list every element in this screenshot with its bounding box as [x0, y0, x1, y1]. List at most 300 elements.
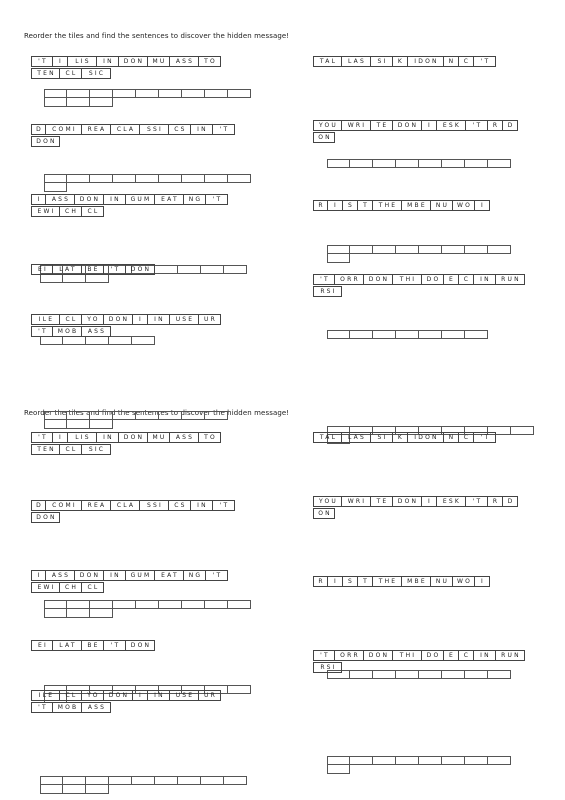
answer-cell[interactable] [113, 600, 136, 609]
letter-tile[interactable]: SIC [82, 68, 111, 79]
letter-tile[interactable]: NU [431, 576, 453, 587]
letter-tile[interactable]: TEN [31, 444, 60, 455]
letter-tile[interactable]: SI [371, 56, 393, 67]
tile-row [31, 702, 221, 713]
letter-tile[interactable]: R [313, 576, 328, 587]
word-puzzle [31, 124, 235, 148]
letter-tile[interactable]: YO [82, 314, 104, 325]
answer-cell[interactable] [67, 89, 90, 98]
answer-grid-row [327, 245, 565, 254]
answer-cell[interactable] [201, 776, 224, 785]
letter-tile[interactable]: I [31, 194, 46, 205]
letter-tile[interactable]: D [503, 496, 518, 507]
letter-tile[interactable]: TO [199, 56, 221, 67]
answer-grid-row [44, 98, 565, 107]
answer-cell[interactable] [44, 411, 67, 420]
letter-tile[interactable]: REA [82, 124, 111, 135]
letter-tile[interactable]: COMI [46, 500, 82, 511]
answer-cell[interactable] [182, 600, 205, 609]
letter-tile[interactable]: RUN [496, 650, 525, 661]
letter-tile[interactable]: MOB [53, 702, 82, 713]
letter-tile[interactable]: YOU [313, 120, 342, 131]
letter-tile[interactable]: TE [371, 120, 393, 131]
answer-cell[interactable] [465, 756, 488, 765]
answer-cell[interactable] [327, 330, 350, 339]
letter-tile[interactable]: CL [82, 582, 104, 593]
letter-tile[interactable]: R [488, 496, 503, 507]
answer-cell[interactable] [40, 776, 63, 785]
answer-cell[interactable] [159, 89, 182, 98]
answer-cell[interactable] [90, 174, 113, 183]
letter-tile[interactable]: CH [60, 582, 82, 593]
letter-tile[interactable]: IN [474, 650, 496, 661]
letter-tile[interactable]: 'T [104, 640, 126, 651]
letter-tile[interactable]: I [328, 576, 343, 587]
word-puzzle [313, 56, 496, 68]
letter-tile[interactable]: 'T [466, 496, 488, 507]
letter-tile[interactable]: EAT [155, 570, 184, 581]
letter-tile[interactable]: TE [371, 496, 393, 507]
letter-tile[interactable]: D [503, 120, 518, 131]
tile-row [31, 68, 221, 79]
answer-cell[interactable] [465, 159, 488, 168]
answer-cell[interactable] [373, 245, 396, 254]
answer-cell[interactable] [327, 756, 350, 765]
answer-cell[interactable] [67, 420, 90, 429]
letter-tile[interactable]: THE [373, 576, 402, 587]
letter-tile[interactable]: 'T [206, 194, 228, 205]
answer-grid-row [44, 600, 565, 609]
letter-tile[interactable]: MBE [402, 200, 431, 211]
answer-cell[interactable] [44, 600, 67, 609]
letter-tile[interactable]: E [444, 274, 459, 285]
answer-cell[interactable] [419, 330, 442, 339]
tile-row [313, 650, 525, 661]
answer-cell[interactable] [155, 776, 178, 785]
letter-tile[interactable]: 'T [206, 570, 228, 581]
letter-tile[interactable]: GUM [126, 194, 155, 205]
tile-row [31, 444, 221, 455]
letter-tile[interactable]: EI [31, 264, 53, 275]
tile-row [31, 124, 235, 135]
instruction-text: Reorder the tiles and find the sentences to discover the hidden message! [24, 409, 290, 417]
word-puzzle [31, 194, 228, 218]
letter-tile[interactable]: ON [313, 508, 335, 519]
answer-cell[interactable] [205, 174, 228, 183]
answer-cell[interactable] [205, 89, 228, 98]
letter-tile[interactable]: CL [60, 444, 82, 455]
answer-grid-row [40, 785, 565, 794]
answer-cell[interactable] [373, 330, 396, 339]
answer-cell[interactable] [350, 159, 373, 168]
letter-tile[interactable]: DON [75, 570, 104, 581]
tile-row [31, 206, 228, 217]
answer-cell[interactable] [419, 159, 442, 168]
letter-tile[interactable]: SSI [140, 500, 169, 511]
letter-tile[interactable]: UR [199, 314, 221, 325]
answer-cell[interactable] [155, 265, 178, 274]
letter-tile[interactable]: ASS [170, 56, 199, 67]
letter-tile[interactable]: C [459, 432, 474, 443]
answer-cell[interactable] [44, 183, 67, 192]
answer-cell[interactable] [113, 89, 136, 98]
answer-cell[interactable] [63, 776, 86, 785]
letter-tile[interactable]: RSI [313, 662, 342, 673]
letter-tile[interactable]: TO [199, 432, 221, 443]
letter-tile[interactable]: T [358, 200, 373, 211]
letter-tile[interactable]: 'T [213, 124, 235, 135]
answer-cell[interactable] [228, 174, 251, 183]
answer-cell[interactable] [44, 98, 67, 107]
letter-tile[interactable]: EWI [31, 582, 60, 593]
letter-tile[interactable]: I [31, 570, 46, 581]
letter-tile[interactable]: IN [474, 274, 496, 285]
letter-tile[interactable]: GUM [126, 570, 155, 581]
letter-tile[interactable]: DO [422, 274, 444, 285]
answer-cell[interactable] [511, 426, 534, 435]
letter-tile[interactable]: NU [431, 200, 453, 211]
answer-cell[interactable] [488, 245, 511, 254]
answer-cell[interactable] [113, 174, 136, 183]
answer-cell[interactable] [205, 600, 228, 609]
letter-tile[interactable]: I [422, 120, 437, 131]
letter-tile[interactable]: ESK [437, 496, 466, 507]
letter-tile[interactable]: K [393, 432, 408, 443]
letter-tile[interactable]: BE [82, 640, 104, 651]
answer-cell[interactable] [67, 98, 90, 107]
answer-cell[interactable] [465, 245, 488, 254]
letter-tile[interactable]: DON [31, 136, 60, 147]
answer-cell[interactable] [465, 330, 488, 339]
letter-tile[interactable]: UR [199, 690, 221, 701]
instruction-text: Reorder the tiles and find the sentences to discover the hidden message! [24, 32, 290, 40]
word-puzzle [31, 56, 221, 80]
letter-tile[interactable]: MU [148, 56, 170, 67]
answer-cell[interactable] [350, 756, 373, 765]
letter-tile[interactable]: MBE [402, 576, 431, 587]
tile-row [31, 582, 228, 593]
answer-cell[interactable] [442, 756, 465, 765]
letter-tile[interactable]: ESK [437, 120, 466, 131]
letter-tile[interactable]: DON [119, 432, 148, 443]
letter-tile[interactable]: DON [104, 690, 133, 701]
answer-cell[interactable] [373, 756, 396, 765]
letter-tile[interactable]: IN [97, 432, 119, 443]
letter-tile[interactable]: YO [82, 690, 104, 701]
answer-cell[interactable] [396, 756, 419, 765]
letter-tile[interactable]: REA [82, 500, 111, 511]
letter-tile[interactable]: E [444, 650, 459, 661]
letter-tile[interactable]: CL [82, 206, 104, 217]
letter-tile[interactable]: IN [148, 314, 170, 325]
tile-row [313, 432, 496, 443]
letter-tile[interactable]: 'T [31, 432, 53, 443]
answer-cell[interactable] [90, 98, 113, 107]
letter-tile[interactable]: ORR [335, 274, 364, 285]
answer-cell[interactable] [136, 89, 159, 98]
letter-tile[interactable]: I [133, 690, 148, 701]
letter-tile[interactable]: EAT [155, 194, 184, 205]
answer-grid [327, 330, 565, 339]
letter-tile[interactable]: YOU [313, 496, 342, 507]
letter-tile[interactable]: DON [75, 194, 104, 205]
letter-tile[interactable]: S [343, 200, 358, 211]
letter-tile[interactable]: DON [364, 274, 393, 285]
letter-tile[interactable]: ASS [46, 194, 75, 205]
answer-cell[interactable] [182, 89, 205, 98]
tile-row [31, 326, 221, 337]
answer-cell[interactable] [136, 174, 159, 183]
letter-tile[interactable]: 'T [31, 702, 53, 713]
letter-tile[interactable]: SSI [140, 124, 169, 135]
answer-cell[interactable] [90, 609, 113, 618]
letter-tile[interactable]: IN [104, 570, 126, 581]
letter-tile[interactable]: LAT [53, 264, 82, 275]
answer-grid-row [327, 765, 565, 774]
letter-tile[interactable]: THE [373, 200, 402, 211]
answer-cell[interactable] [396, 330, 419, 339]
letter-tile[interactable]: IN [191, 500, 213, 511]
letter-tile[interactable]: TAL [313, 56, 342, 67]
letter-tile[interactable]: NG [184, 194, 206, 205]
letter-tile[interactable]: NG [184, 570, 206, 581]
answer-cell[interactable] [488, 159, 511, 168]
letter-tile[interactable]: IDON [408, 56, 444, 67]
answer-cell[interactable] [442, 330, 465, 339]
letter-tile[interactable]: IN [97, 56, 119, 67]
tile-row [31, 570, 228, 581]
letter-tile[interactable]: 'T [474, 56, 496, 67]
answer-cell[interactable] [44, 89, 67, 98]
answer-cell[interactable] [136, 411, 159, 420]
letter-tile[interactable]: COMI [46, 124, 82, 135]
letter-tile[interactable]: DON [119, 56, 148, 67]
answer-cell[interactable] [327, 245, 350, 254]
answer-cell[interactable] [178, 776, 201, 785]
answer-cell[interactable] [90, 600, 113, 609]
letter-tile[interactable]: CS [169, 124, 191, 135]
answer-cell[interactable] [44, 420, 67, 429]
letter-tile[interactable]: WO [453, 576, 475, 587]
tile-row [313, 274, 525, 285]
letter-tile[interactable]: CS [169, 500, 191, 511]
letter-tile[interactable]: 'T [31, 56, 53, 67]
answer-cell[interactable] [109, 776, 132, 785]
letter-tile[interactable]: LAS [342, 432, 371, 443]
answer-cell[interactable] [90, 420, 113, 429]
letter-tile[interactable]: 'T [313, 650, 335, 661]
letter-tile[interactable]: WRI [342, 120, 371, 131]
answer-cell[interactable] [396, 245, 419, 254]
answer-cell[interactable] [86, 776, 109, 785]
letter-tile[interactable]: R [313, 200, 328, 211]
letter-tile[interactable]: I [475, 576, 490, 587]
answer-cell[interactable] [44, 609, 67, 618]
letter-tile[interactable]: CLA [111, 124, 140, 135]
answer-cell[interactable] [327, 159, 350, 168]
letter-tile[interactable]: SIC [82, 444, 111, 455]
letter-tile[interactable]: D [31, 124, 46, 135]
letter-tile[interactable]: I [53, 56, 68, 67]
letter-tile[interactable]: T [358, 576, 373, 587]
answer-cell[interactable] [67, 600, 90, 609]
letter-tile[interactable]: USE [170, 690, 199, 701]
tile-row [31, 640, 155, 651]
answer-cell[interactable] [201, 265, 224, 274]
answer-cell[interactable] [40, 785, 63, 794]
letter-tile[interactable]: USE [170, 314, 199, 325]
answer-grid-row [44, 183, 565, 192]
letter-tile[interactable]: DON [393, 496, 422, 507]
answer-cell[interactable] [67, 609, 90, 618]
letter-tile[interactable]: ILE [31, 690, 60, 701]
letter-tile[interactable]: C [459, 274, 474, 285]
word-puzzle [313, 274, 525, 298]
letter-tile[interactable]: DON [31, 512, 60, 523]
letter-tile[interactable]: I [475, 200, 490, 211]
letter-tile[interactable]: ON [313, 132, 335, 143]
letter-tile[interactable]: I [53, 432, 68, 443]
answer-cell[interactable] [136, 600, 159, 609]
answer-cell[interactable] [327, 765, 350, 774]
letter-tile[interactable]: DON [364, 650, 393, 661]
letter-tile[interactable]: I [133, 314, 148, 325]
answer-cell[interactable] [327, 254, 350, 263]
tile-row [31, 500, 235, 511]
answer-cell[interactable] [90, 89, 113, 98]
answer-cell[interactable] [228, 600, 251, 609]
tile-row [313, 200, 490, 211]
answer-cell[interactable] [178, 265, 201, 274]
answer-cell[interactable] [224, 776, 247, 785]
letter-tile[interactable]: N [444, 56, 459, 67]
letter-tile[interactable]: SI [371, 432, 393, 443]
answer-grid [327, 245, 565, 263]
letter-tile[interactable]: 'T [466, 120, 488, 131]
letter-tile[interactable]: TEN [31, 68, 60, 79]
answer-grid-row [327, 756, 565, 765]
letter-tile[interactable]: EWI [31, 206, 60, 217]
answer-cell[interactable] [86, 785, 109, 794]
letter-tile[interactable]: RUN [496, 274, 525, 285]
answer-cell[interactable] [44, 174, 67, 183]
letter-tile[interactable]: CL [60, 690, 82, 701]
answer-cell[interactable] [67, 411, 90, 420]
letter-tile[interactable]: DON [104, 314, 133, 325]
answer-cell[interactable] [90, 411, 113, 420]
answer-cell[interactable] [182, 411, 205, 420]
answer-cell[interactable] [159, 174, 182, 183]
letter-tile[interactable]: 'T [474, 432, 496, 443]
letter-tile[interactable]: WO [453, 200, 475, 211]
letter-tile[interactable]: BE [82, 264, 104, 275]
letter-tile[interactable]: 'T [31, 326, 53, 337]
letter-tile[interactable]: DON [393, 120, 422, 131]
word-puzzle [313, 200, 490, 212]
answer-cell[interactable] [205, 411, 228, 420]
letter-tile[interactable]: IN [191, 124, 213, 135]
letter-tile[interactable]: IDON [408, 432, 444, 443]
answer-cell[interactable] [182, 174, 205, 183]
letter-tile[interactable]: CL [60, 314, 82, 325]
letter-tile[interactable]: K [393, 56, 408, 67]
letter-tile[interactable]: D [31, 500, 46, 511]
letter-tile[interactable]: 'T [313, 274, 335, 285]
answer-cell[interactable] [396, 159, 419, 168]
letter-tile[interactable]: CL [60, 68, 82, 79]
letter-tile[interactable]: MU [148, 432, 170, 443]
letter-tile[interactable]: RSI [313, 286, 342, 297]
letter-tile[interactable]: I [328, 200, 343, 211]
letter-tile[interactable]: C [459, 56, 474, 67]
letter-tile[interactable]: DO [422, 650, 444, 661]
letter-tile[interactable]: I [422, 496, 437, 507]
letter-tile[interactable]: DON [126, 640, 155, 651]
answer-cell[interactable] [159, 411, 182, 420]
letter-tile[interactable]: ASS [82, 326, 111, 337]
letter-tile[interactable]: C [459, 650, 474, 661]
answer-cell[interactable] [159, 600, 182, 609]
letter-tile[interactable]: ORR [335, 650, 364, 661]
answer-cell[interactable] [350, 245, 373, 254]
letter-tile[interactable]: MOB [53, 326, 82, 337]
answer-cell[interactable] [442, 245, 465, 254]
answer-cell[interactable] [350, 330, 373, 339]
answer-cell[interactable] [419, 245, 442, 254]
letter-tile[interactable]: DON [126, 264, 155, 275]
answer-cell[interactable] [63, 785, 86, 794]
answer-cell[interactable] [442, 159, 465, 168]
answer-cell[interactable] [228, 685, 251, 694]
letter-tile[interactable]: S [343, 576, 358, 587]
letter-tile[interactable]: 'T [104, 264, 126, 275]
letter-tile[interactable]: EI [31, 640, 53, 651]
letter-tile[interactable]: ASS [170, 432, 199, 443]
letter-tile[interactable]: THI [393, 650, 422, 661]
tile-row [31, 690, 221, 701]
answer-grid-row [44, 174, 565, 183]
answer-cell[interactable] [373, 159, 396, 168]
answer-cell[interactable] [132, 776, 155, 785]
letter-tile[interactable]: CH [60, 206, 82, 217]
letter-tile[interactable]: TAL [313, 432, 342, 443]
letter-tile[interactable]: LAS [342, 56, 371, 67]
answer-cell[interactable] [224, 265, 247, 274]
letter-tile[interactable]: LIS [68, 56, 97, 67]
answer-cell[interactable] [488, 756, 511, 765]
letter-tile[interactable]: ILE [31, 314, 60, 325]
letter-tile[interactable]: THI [393, 274, 422, 285]
answer-cell[interactable] [113, 411, 136, 420]
answer-cell[interactable] [228, 89, 251, 98]
letter-tile[interactable]: IN [148, 690, 170, 701]
answer-cell[interactable] [419, 756, 442, 765]
tile-row [31, 432, 221, 443]
tile-row [31, 194, 228, 205]
letter-tile[interactable]: LIS [68, 432, 97, 443]
word-puzzle [313, 496, 518, 520]
letter-tile[interactable]: WRI [342, 496, 371, 507]
letter-tile[interactable]: N [444, 432, 459, 443]
letter-tile[interactable]: CLA [111, 500, 140, 511]
letter-tile[interactable]: LAT [53, 640, 82, 651]
answer-cell[interactable] [67, 174, 90, 183]
letter-tile[interactable]: R [488, 120, 503, 131]
letter-tile[interactable]: ASS [46, 570, 75, 581]
letter-tile[interactable]: 'T [213, 500, 235, 511]
letter-tile[interactable]: IN [104, 194, 126, 205]
letter-tile[interactable]: ASS [82, 702, 111, 713]
